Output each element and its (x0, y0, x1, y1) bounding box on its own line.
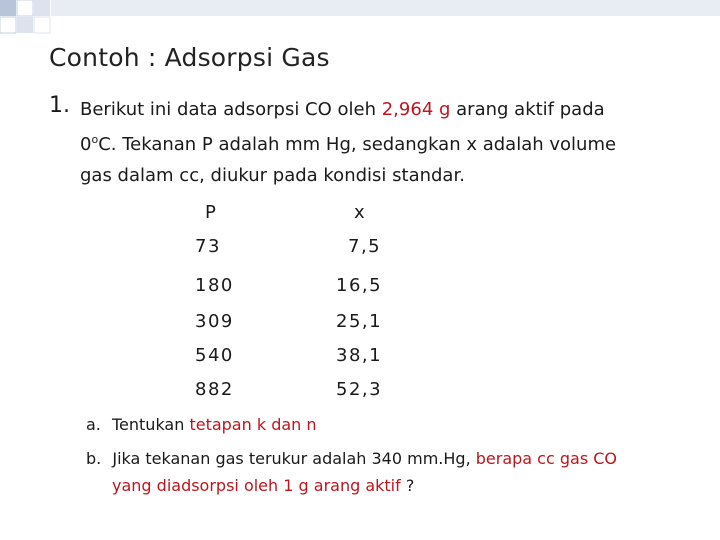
table-cell-p: 882 (195, 379, 234, 400)
table-cell-p: 73 (195, 236, 221, 257)
question-label: a. (86, 415, 101, 434)
question-highlight: berapa cc gas CO (475, 449, 618, 468)
problem-line-1 (80, 99, 605, 120)
question-a (86, 415, 317, 434)
item-number: 1. (49, 93, 70, 118)
table-cell-x: 38,1 (336, 345, 383, 366)
table-cell-p: 540 (195, 345, 234, 366)
table-cell-p: 180 (195, 275, 234, 296)
table-cell-x: 16,5 (336, 275, 383, 296)
header-decoration (0, 0, 720, 40)
problem-line-3: gas dalam cc, diukur pada kondisi standar. (80, 165, 465, 186)
problem-text: arang aktif pada (450, 99, 605, 120)
question-label: b. (86, 449, 102, 468)
mass-highlight: 2,964 g (381, 99, 451, 120)
slide-title: Contoh : Adsorpsi Gas (49, 43, 330, 72)
question-text: Tentukan (111, 415, 190, 434)
table-header-x: x (354, 202, 367, 223)
problem-text: Berikut ini data adsorpsi CO oleh (80, 99, 382, 120)
question-text: ? (400, 476, 415, 495)
question-highlight: tetapan k dan n (189, 415, 317, 434)
question-text: Jika tekanan gas terukur adalah 340 mm.Hg, (112, 449, 476, 468)
question-b-continued (112, 476, 414, 495)
table-header-p: P (205, 202, 218, 223)
question-b (86, 449, 617, 468)
table-cell-x: 7,5 (348, 236, 382, 257)
question-highlight: yang diadsorpsi oleh 1 g arang aktif (112, 476, 401, 495)
problem-line-2 (80, 133, 616, 155)
table-cell-p: 309 (195, 311, 234, 332)
table-cell-x: 52,3 (336, 379, 383, 400)
degree-superscript: o (91, 133, 99, 146)
problem-text: C. Tekanan P adalah mm Hg, sedangkan x adalah volume (98, 134, 617, 155)
table-cell-x: 25,1 (336, 311, 383, 332)
problem-text: 0 (80, 134, 92, 155)
